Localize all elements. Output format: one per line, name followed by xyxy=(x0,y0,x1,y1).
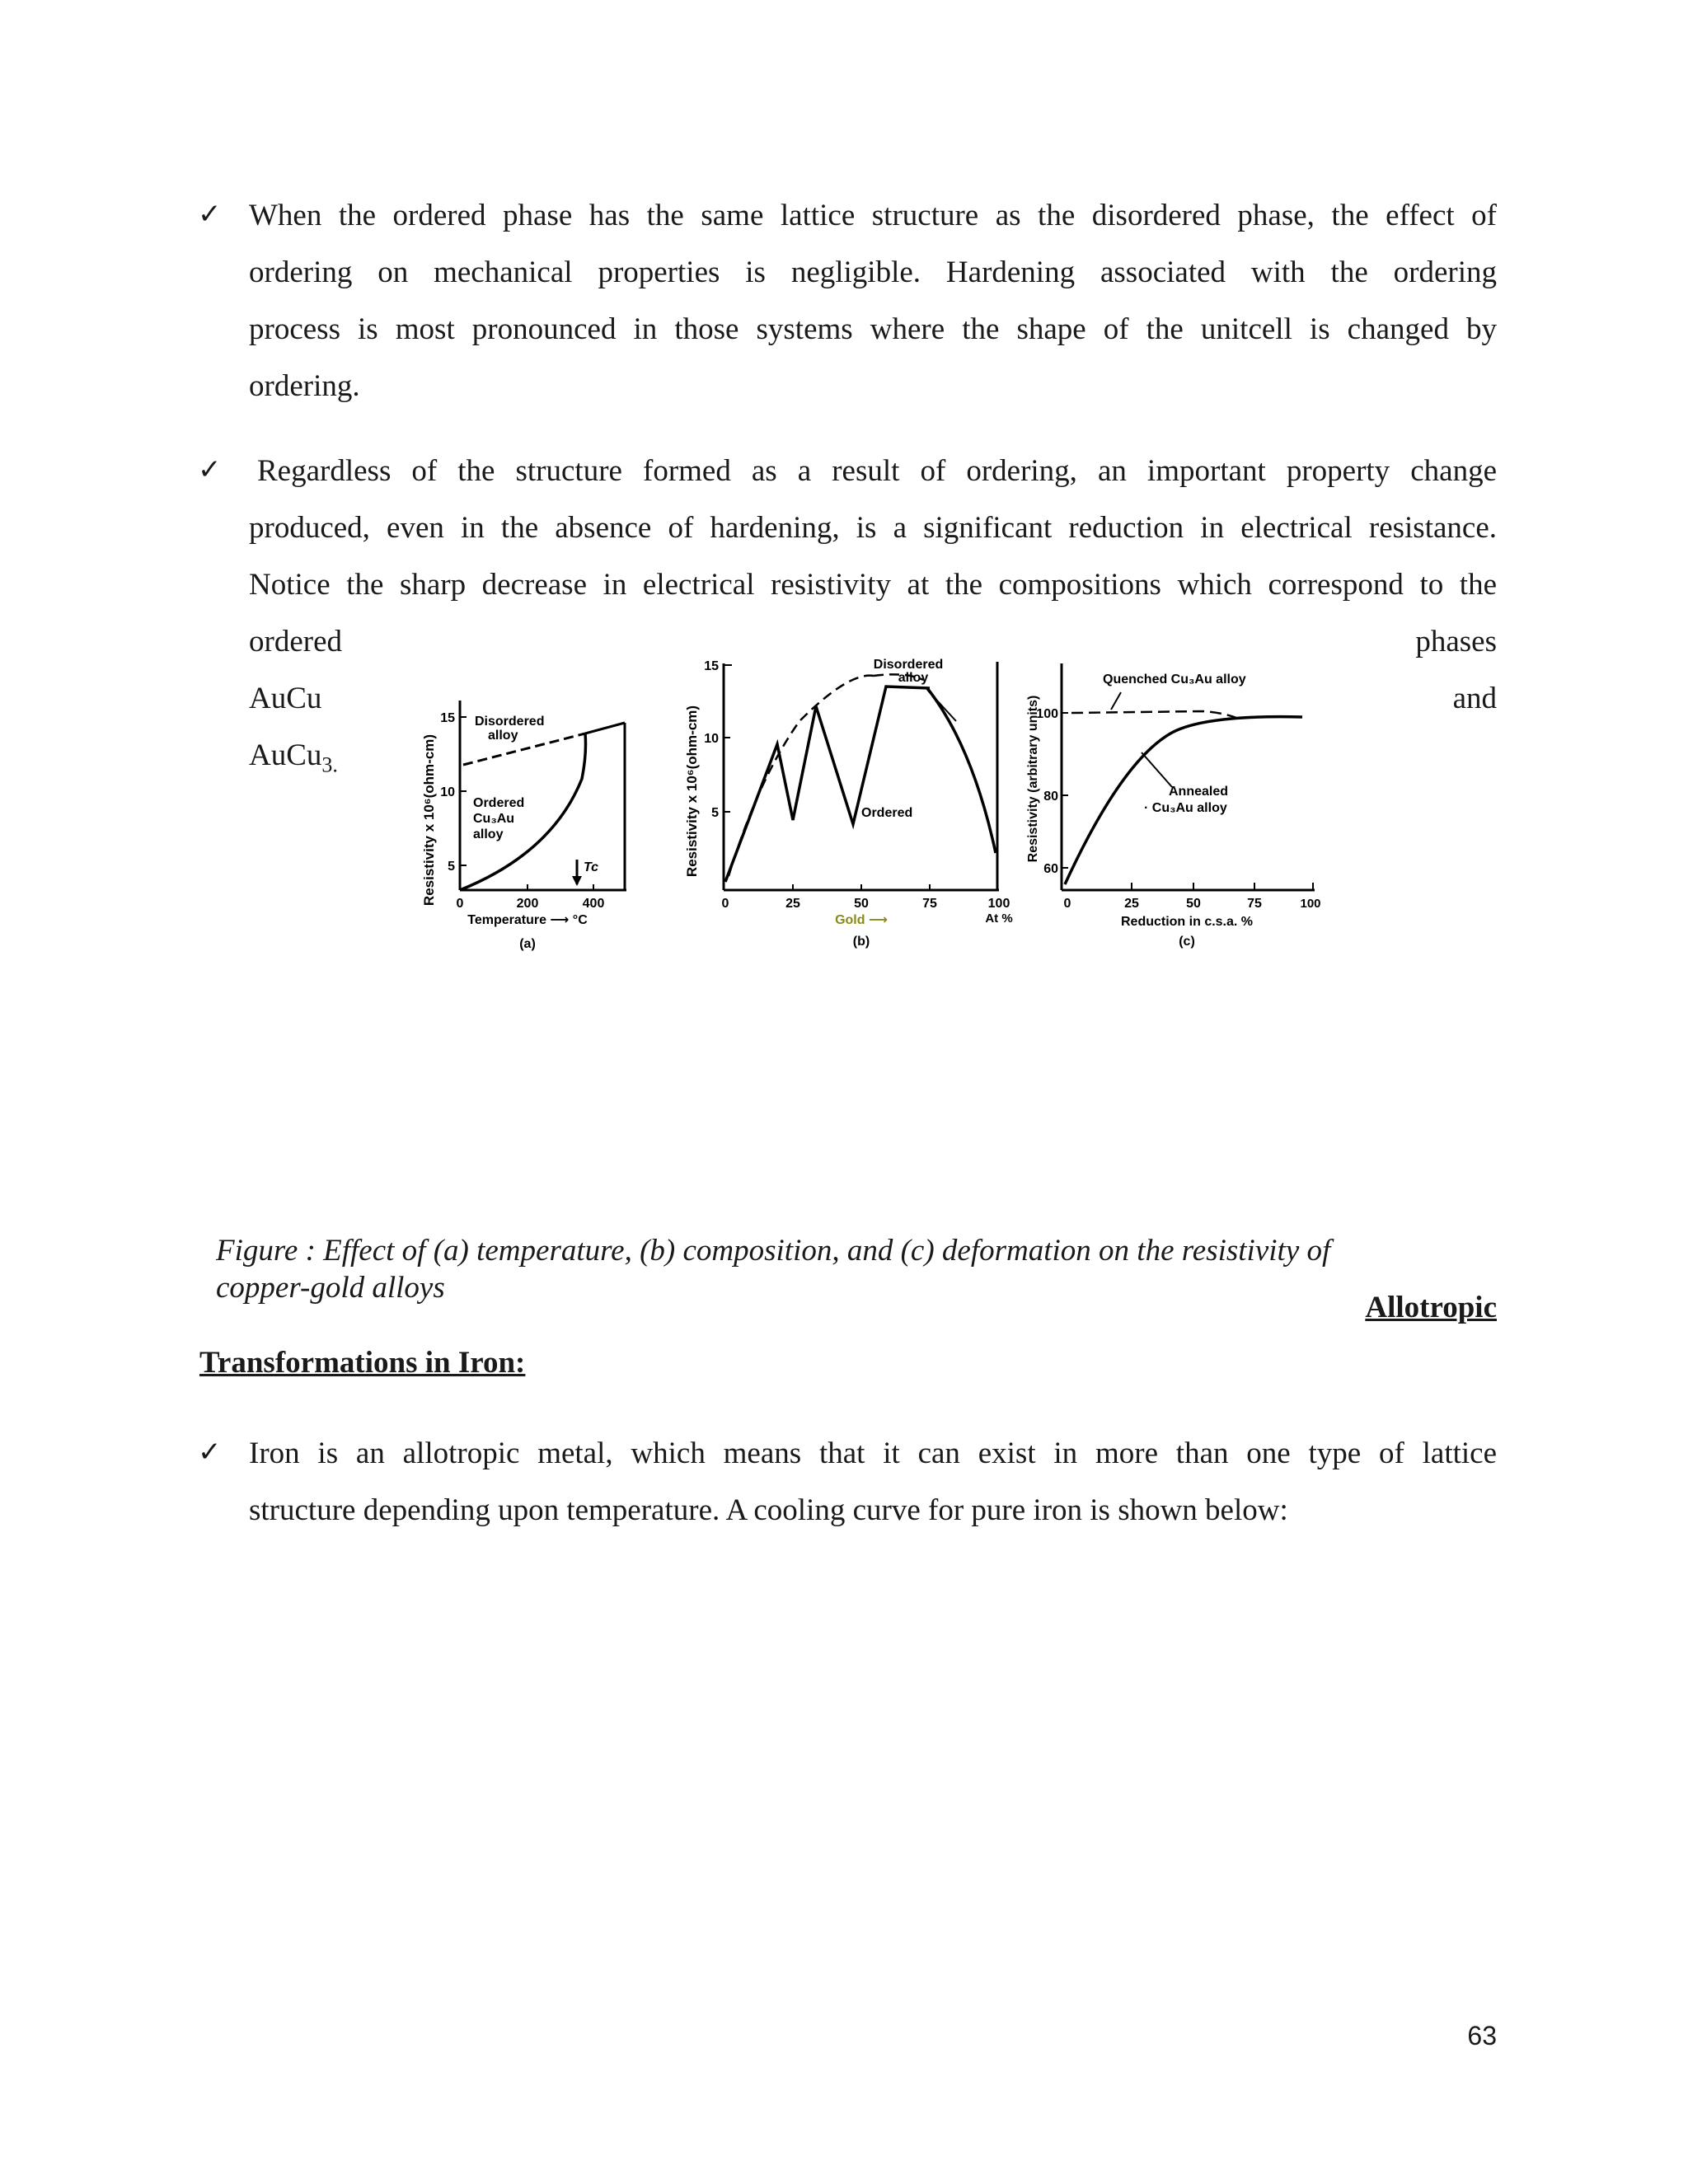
b-xtick-label: 75 xyxy=(922,897,937,911)
a-xtick-label: 200 xyxy=(516,897,539,911)
wrap-left-text: AuCu xyxy=(249,682,322,715)
c-quenched-curve xyxy=(1071,711,1236,718)
a-tc-arrowhead xyxy=(572,876,582,886)
b-xtick-label: 100 xyxy=(987,897,1010,911)
c-xtick-label: 100 xyxy=(1300,897,1321,911)
c-ytick-label: 80 xyxy=(1043,790,1058,804)
b-xunit: At % xyxy=(985,912,1013,926)
check-mark-icon: ✓ xyxy=(198,453,222,486)
c-ylabel: Resistivity (arbitrary units) xyxy=(1026,695,1040,863)
b-ytick-label: 10 xyxy=(704,732,719,746)
caption-line: Figure : Effect of (a) temperature, (b) composition, and (c) deformation on the resistivity of xyxy=(216,1234,1331,1268)
paragraph-line: Iron is an allotropic metal, which means that it can exist in more than one type of lattice xyxy=(249,1436,1497,1470)
a-label-ordered: alloy xyxy=(473,827,504,841)
a-ytick-label: 5 xyxy=(448,860,455,874)
paragraph-line: ordering on mechanical properties is negligible. Hardening associated with the ordering xyxy=(249,255,1497,289)
a-panel-label: (a) xyxy=(519,937,536,951)
panel-a xyxy=(421,701,626,951)
c-label-annealed: Annealed xyxy=(1169,785,1229,799)
resistivity-figure xyxy=(412,655,1319,968)
resistivity-figure-svg xyxy=(412,655,1319,968)
panel-c xyxy=(1026,663,1321,949)
paragraph-line: structure depending upon temperature. A cooling curve for pure iron is shown below: xyxy=(249,1493,1288,1527)
heading-allotropic: Allotropic xyxy=(1365,1291,1497,1324)
a-label-ordered: Cu₃Au xyxy=(473,812,515,826)
paragraph-line: ordering. xyxy=(249,369,360,403)
c-xtick-label: 0 xyxy=(1063,897,1071,911)
c-label-annealed: · Cu₃Au alloy xyxy=(1144,801,1227,815)
a-ytick-label: 15 xyxy=(440,711,455,725)
b-label-disordered: Disordered xyxy=(873,658,944,672)
a-high-temp-line xyxy=(585,723,625,733)
a-tc-label: Tc xyxy=(584,860,599,874)
c-quenched-pointer xyxy=(1111,692,1121,710)
b-label-disordered: alloy xyxy=(898,671,929,685)
paragraph-line: Regardless of the structure formed as a result of ordering, an important property change xyxy=(257,454,1497,488)
b-disordered-curve-right xyxy=(927,688,996,853)
b-xtick-label: 0 xyxy=(721,897,729,911)
b-xlabel: Gold ⟶ xyxy=(835,913,888,927)
b-xtick-label: 50 xyxy=(854,897,869,911)
c-xtick-label: 75 xyxy=(1247,897,1262,911)
b-ylabel: Resistivity x 10⁶(ohm-cm) xyxy=(684,705,700,878)
wrap-right-text: and xyxy=(1452,682,1497,715)
heading-transformations-in-iron: Transformations in Iron: xyxy=(199,1346,526,1380)
c-ytick-label: 100 xyxy=(1036,707,1058,721)
a-label-disordered: alloy xyxy=(488,729,518,743)
c-xlabel: Reduction in c.s.a. % xyxy=(1120,915,1254,929)
b-panel-label: (b) xyxy=(852,935,870,949)
a-disordered-curve xyxy=(463,733,585,765)
paragraph-line: produced, even in the absence of hardening, is a significant reduction in electrical resistance. xyxy=(249,511,1497,545)
a-label-disordered: Disordered xyxy=(475,715,545,729)
a-ylabel: Resistivity x 10⁶(ohm-cm) xyxy=(421,733,437,907)
c-xtick-label: 50 xyxy=(1186,897,1201,911)
b-ytick-label: 5 xyxy=(711,806,719,820)
b-xtick-label: 25 xyxy=(785,897,800,911)
wrap-left-text: AuCu xyxy=(249,738,322,772)
c-panel-label: (c) xyxy=(1179,935,1195,949)
a-ytick-label: 10 xyxy=(440,785,455,799)
b-ytick-label: 15 xyxy=(704,659,719,673)
check-mark-icon: ✓ xyxy=(198,198,222,231)
figure-caption xyxy=(216,1232,1502,1306)
paragraph-line: process is most pronounced in those systems where the shape of the unitcell is changed by xyxy=(249,312,1497,346)
a-xlabel: Temperature ⟶ °C xyxy=(467,913,588,927)
c-annealed-pointer xyxy=(1142,752,1172,787)
b-label-pointer xyxy=(927,690,956,721)
check-mark-icon: ✓ xyxy=(198,1436,222,1469)
panel-b xyxy=(684,658,1013,949)
c-label-quenched: Quenched Cu₃Au alloy xyxy=(1103,673,1246,687)
a-xtick-label: 400 xyxy=(582,897,605,911)
wrap-left-subscript: 3. xyxy=(321,752,338,777)
page-number: 63 xyxy=(1467,2021,1497,2050)
paragraph-line: When the ordered phase has the same lattice structure as the disordered phase, the effect of xyxy=(249,199,1497,232)
c-ytick-label: 60 xyxy=(1043,862,1058,876)
c-xtick-label: 25 xyxy=(1124,897,1139,911)
b-label-ordered: Ordered xyxy=(861,806,913,820)
paragraph-line: Notice the sharp decrease in electrical resistivity at the compositions which correspond to the xyxy=(249,568,1497,602)
wrap-line-ordered-phases xyxy=(249,624,1497,659)
b-ordered-curve xyxy=(725,687,930,882)
a-label-ordered: Ordered xyxy=(473,796,525,810)
caption-line: copper-gold alloys xyxy=(216,1271,445,1305)
wrap-left-text: ordered xyxy=(249,625,342,658)
wrap-right-text: phases xyxy=(1415,625,1497,658)
a-xtick-label: 0 xyxy=(456,897,464,911)
